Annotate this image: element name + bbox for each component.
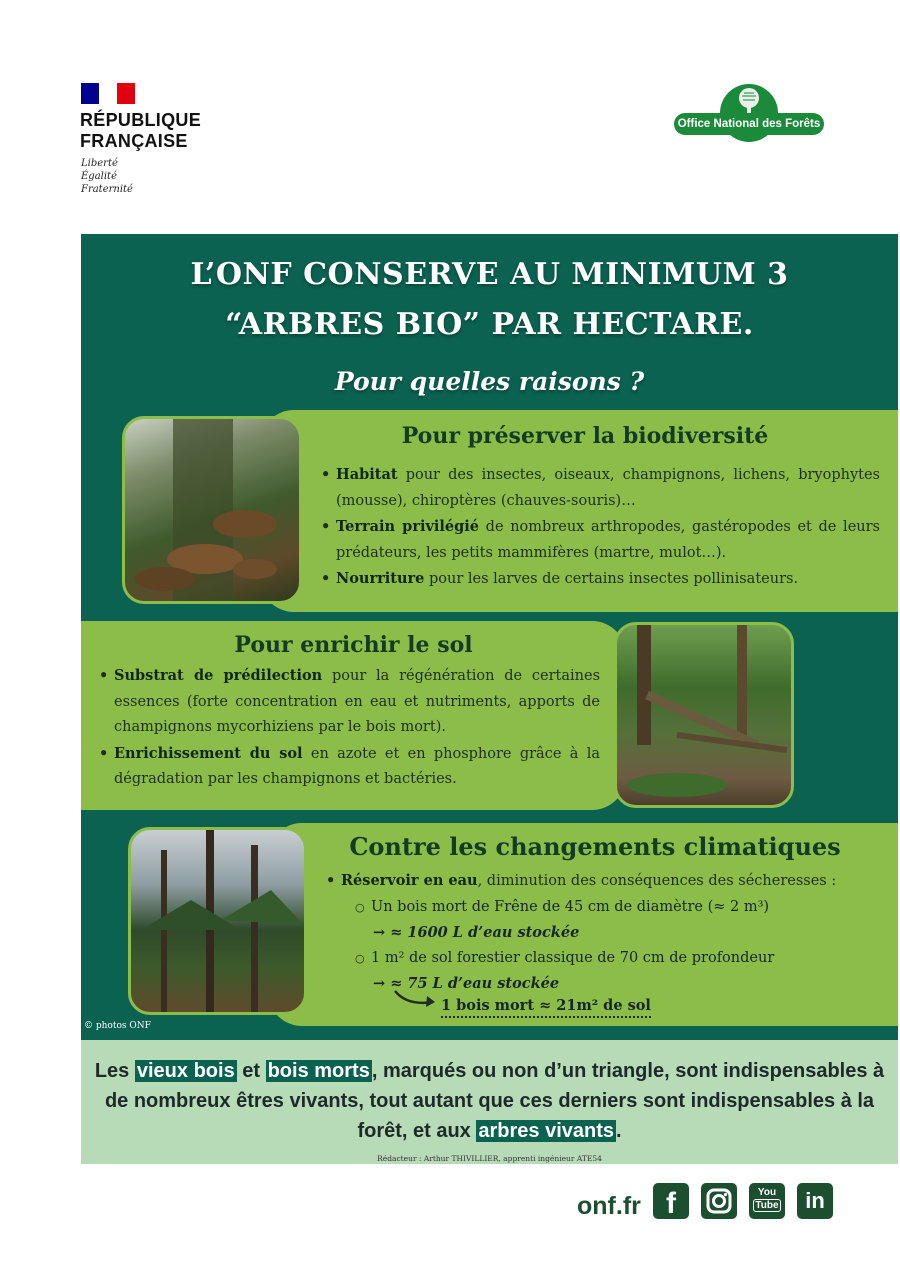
forest-floor-photo — [614, 622, 794, 808]
rf-name-line1: RÉPUBLIQUE — [80, 110, 202, 130]
title-line1: L’ONF CONSERVE AU MINIMUM 3 — [190, 257, 789, 292]
curved-arrow-icon — [393, 988, 439, 1010]
sub-text: 1 m² de sol forestier classique de 70 cm de profondeur — [371, 949, 775, 966]
climate-bullets — [325, 868, 855, 895]
rf-motto — [81, 157, 133, 196]
message-part: , marqués ou non d’un triangle, sont indispensables à de nombreux êtres vivants, tout autant que ces derniers sont indispensables à la forêt, et aux — [104, 1060, 885, 1142]
forest-floor-illustration — [617, 625, 791, 805]
biodiversity-list — [320, 462, 880, 593]
sub-text: Un bois mort de Frêne de 45 cm de diamètre (≈ 2 m³) — [371, 898, 770, 915]
dead-trees-photo — [128, 827, 307, 1015]
item-bold: Nourriture — [336, 570, 425, 587]
sublist-item — [355, 895, 855, 921]
list-item — [320, 566, 880, 593]
dead-trees-illustration — [131, 830, 304, 1012]
tree-fungus-illustration — [125, 419, 299, 601]
climate-list — [325, 868, 855, 997]
motto-egalite: Égalité — [81, 171, 117, 182]
motto-liberte: Liberté — [81, 158, 118, 169]
instagram-icon[interactable] — [701, 1183, 737, 1219]
instagram-glyph — [701, 1183, 737, 1219]
author-credit: Rédacteur : Arthur THIVILLIER, apprenti ingénieur ATE54 — [377, 1154, 602, 1163]
section-climate-heading: Contre les changements climatiques — [349, 832, 841, 861]
motto-fraternite: Fraternité — [81, 184, 133, 195]
message-part: Les — [94, 1060, 135, 1082]
page-subtitle: Pour quelles raisons ? — [334, 367, 645, 396]
onf-logo-label: Office National des Forêts — [674, 113, 824, 135]
item-text: pour des insectes, oiseaux, champignons, lichens, bryophytes (mousse), chiroptères (chauves-souris)… — [336, 467, 880, 509]
message-part: et — [236, 1060, 266, 1082]
website-link[interactable]: onf.fr — [577, 1192, 641, 1220]
result-line: → ≈ 75 L d’eau stockée — [373, 975, 560, 992]
section-soil-heading: Pour enrichir le sol — [234, 632, 473, 658]
item-text: pour la régénération de certaines essences (forte concentration en eau et nutriments, apports de champignons mycorhiziens par le bois mort). — [114, 668, 601, 735]
message-text — [81, 1056, 898, 1146]
item-bold: Terrain privilégié — [336, 518, 480, 535]
list-item — [98, 663, 600, 741]
message-part: . — [616, 1120, 622, 1142]
page-title — [81, 250, 898, 350]
conclusion-line: 1 bois mort ≈ 21m² de sol — [441, 996, 651, 1018]
item-bold: Habitat — [336, 466, 398, 483]
item-bold: Réservoir en eau — [341, 872, 478, 889]
sublist-item — [355, 946, 855, 972]
list-item — [320, 514, 880, 566]
photo-credit: © photos ONF — [84, 1021, 151, 1031]
item-text: de nombreux arthropodes, gastéropodes et de leurs prédateurs, les petits mammifères (martre, mulot…). — [336, 519, 880, 561]
result-line: → ≈ 1600 L d’eau stockée — [373, 924, 580, 941]
item-bold: Enrichissement du sol — [114, 744, 303, 762]
onf-logo[interactable] — [674, 84, 824, 142]
soil-list — [98, 663, 600, 793]
list-item — [320, 462, 880, 514]
republique-francaise-logo — [80, 110, 201, 152]
highlight-arbres-vivants: arbres vivants — [478, 1120, 614, 1142]
item-text: en azote et en phosphore grâce à la dégradation par les champignons et bactéries. — [114, 745, 600, 787]
linkedin-icon[interactable]: in — [797, 1183, 833, 1219]
youtube-icon[interactable] — [749, 1183, 785, 1219]
title-line2: “ARBRES BIO” PAR HECTARE. — [225, 307, 754, 342]
item-bold: Substrat de prédilection — [114, 667, 323, 684]
section-biodiversity-heading: Pour préserver la biodiversité — [401, 423, 769, 449]
highlight-bois-morts: bois morts — [267, 1060, 370, 1082]
climate-sublist — [355, 895, 855, 997]
youtube-line2: Tube — [753, 1199, 781, 1212]
youtube-line1: You — [757, 1187, 777, 1198]
tree-fungus-photo — [122, 416, 302, 604]
rf-name-line2: FRANÇAISE — [80, 131, 188, 151]
item-text: pour les larves de certains insectes pollinisateurs. — [424, 571, 799, 587]
list-item — [98, 741, 600, 793]
item-text: , diminution des conséquences des sécheresses : — [477, 873, 837, 889]
onf-tree-icon — [732, 87, 766, 115]
list-item — [325, 868, 855, 895]
highlight-vieux-bois: vieux bois — [136, 1060, 235, 1082]
marianne-flag-icon — [81, 83, 135, 104]
facebook-icon[interactable]: f — [653, 1183, 689, 1219]
